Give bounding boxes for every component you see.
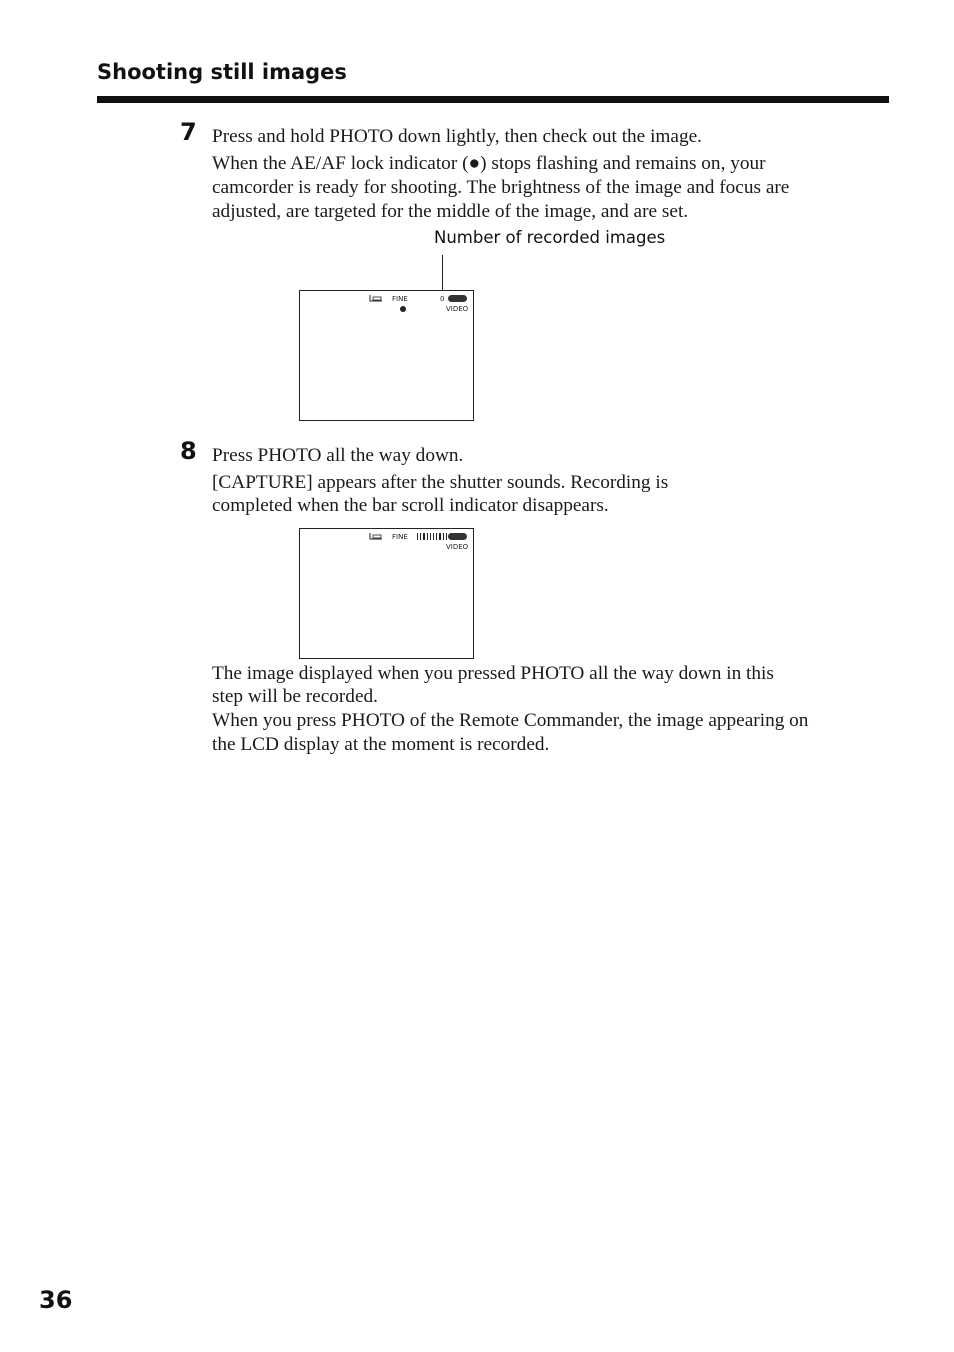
title-rule (97, 96, 889, 103)
lcd-screen-step-8 (299, 528, 474, 659)
source-label: VIDEO (446, 305, 469, 313)
quality-label: FINE (392, 295, 408, 303)
step-7-detail-line: adjusted, are targeted for the middle of the image, and are set. (212, 201, 689, 222)
step-7-detail-line: camcorder is ready for shooting. The brightness of the image and focus are (212, 177, 790, 198)
source-label: VIDEO (446, 543, 469, 551)
step-7-number: 7 (180, 118, 197, 146)
step-7-detail-line: When the AE/AF lock indicator (●) stops flashing and remains on, your (212, 153, 766, 174)
step-8-detail-line: completed when the bar scroll indicator disappears. (212, 495, 609, 516)
bar-scroll-indicator (417, 533, 447, 540)
tape-icon (448, 295, 467, 302)
recorded-count: 0 (440, 295, 445, 303)
step-8-note-line: The image displayed when you pressed PHOTO all the way down in this (212, 663, 774, 684)
step-8-instruction: Press PHOTO all the way down. (212, 445, 464, 466)
image-size-icon (369, 294, 383, 302)
lcd-screen-step-7 (299, 290, 474, 421)
step-8-note-line: When you press PHOTO of the Remote Commander, the image appearing on (212, 710, 809, 731)
section-title: Shooting still images (97, 60, 347, 84)
step-8-number: 8 (180, 437, 197, 465)
step-8-note-line: step will be recorded. (212, 686, 378, 707)
callout-leader-line (442, 255, 443, 294)
ae-af-lock-indicator-icon (400, 306, 406, 312)
step-7-instruction: Press and hold PHOTO down lightly, then check out the image. (212, 126, 702, 147)
step-8-note-line: the LCD display at the moment is recorded. (212, 734, 550, 755)
step-8-detail-line: [CAPTURE] appears after the shutter sounds. Recording is (212, 472, 669, 493)
quality-label: FINE (392, 533, 408, 541)
tape-icon (448, 533, 467, 540)
page-number: 36 (39, 1286, 73, 1314)
recorded-images-callout: Number of recorded images (434, 228, 666, 247)
image-size-icon (369, 532, 383, 540)
